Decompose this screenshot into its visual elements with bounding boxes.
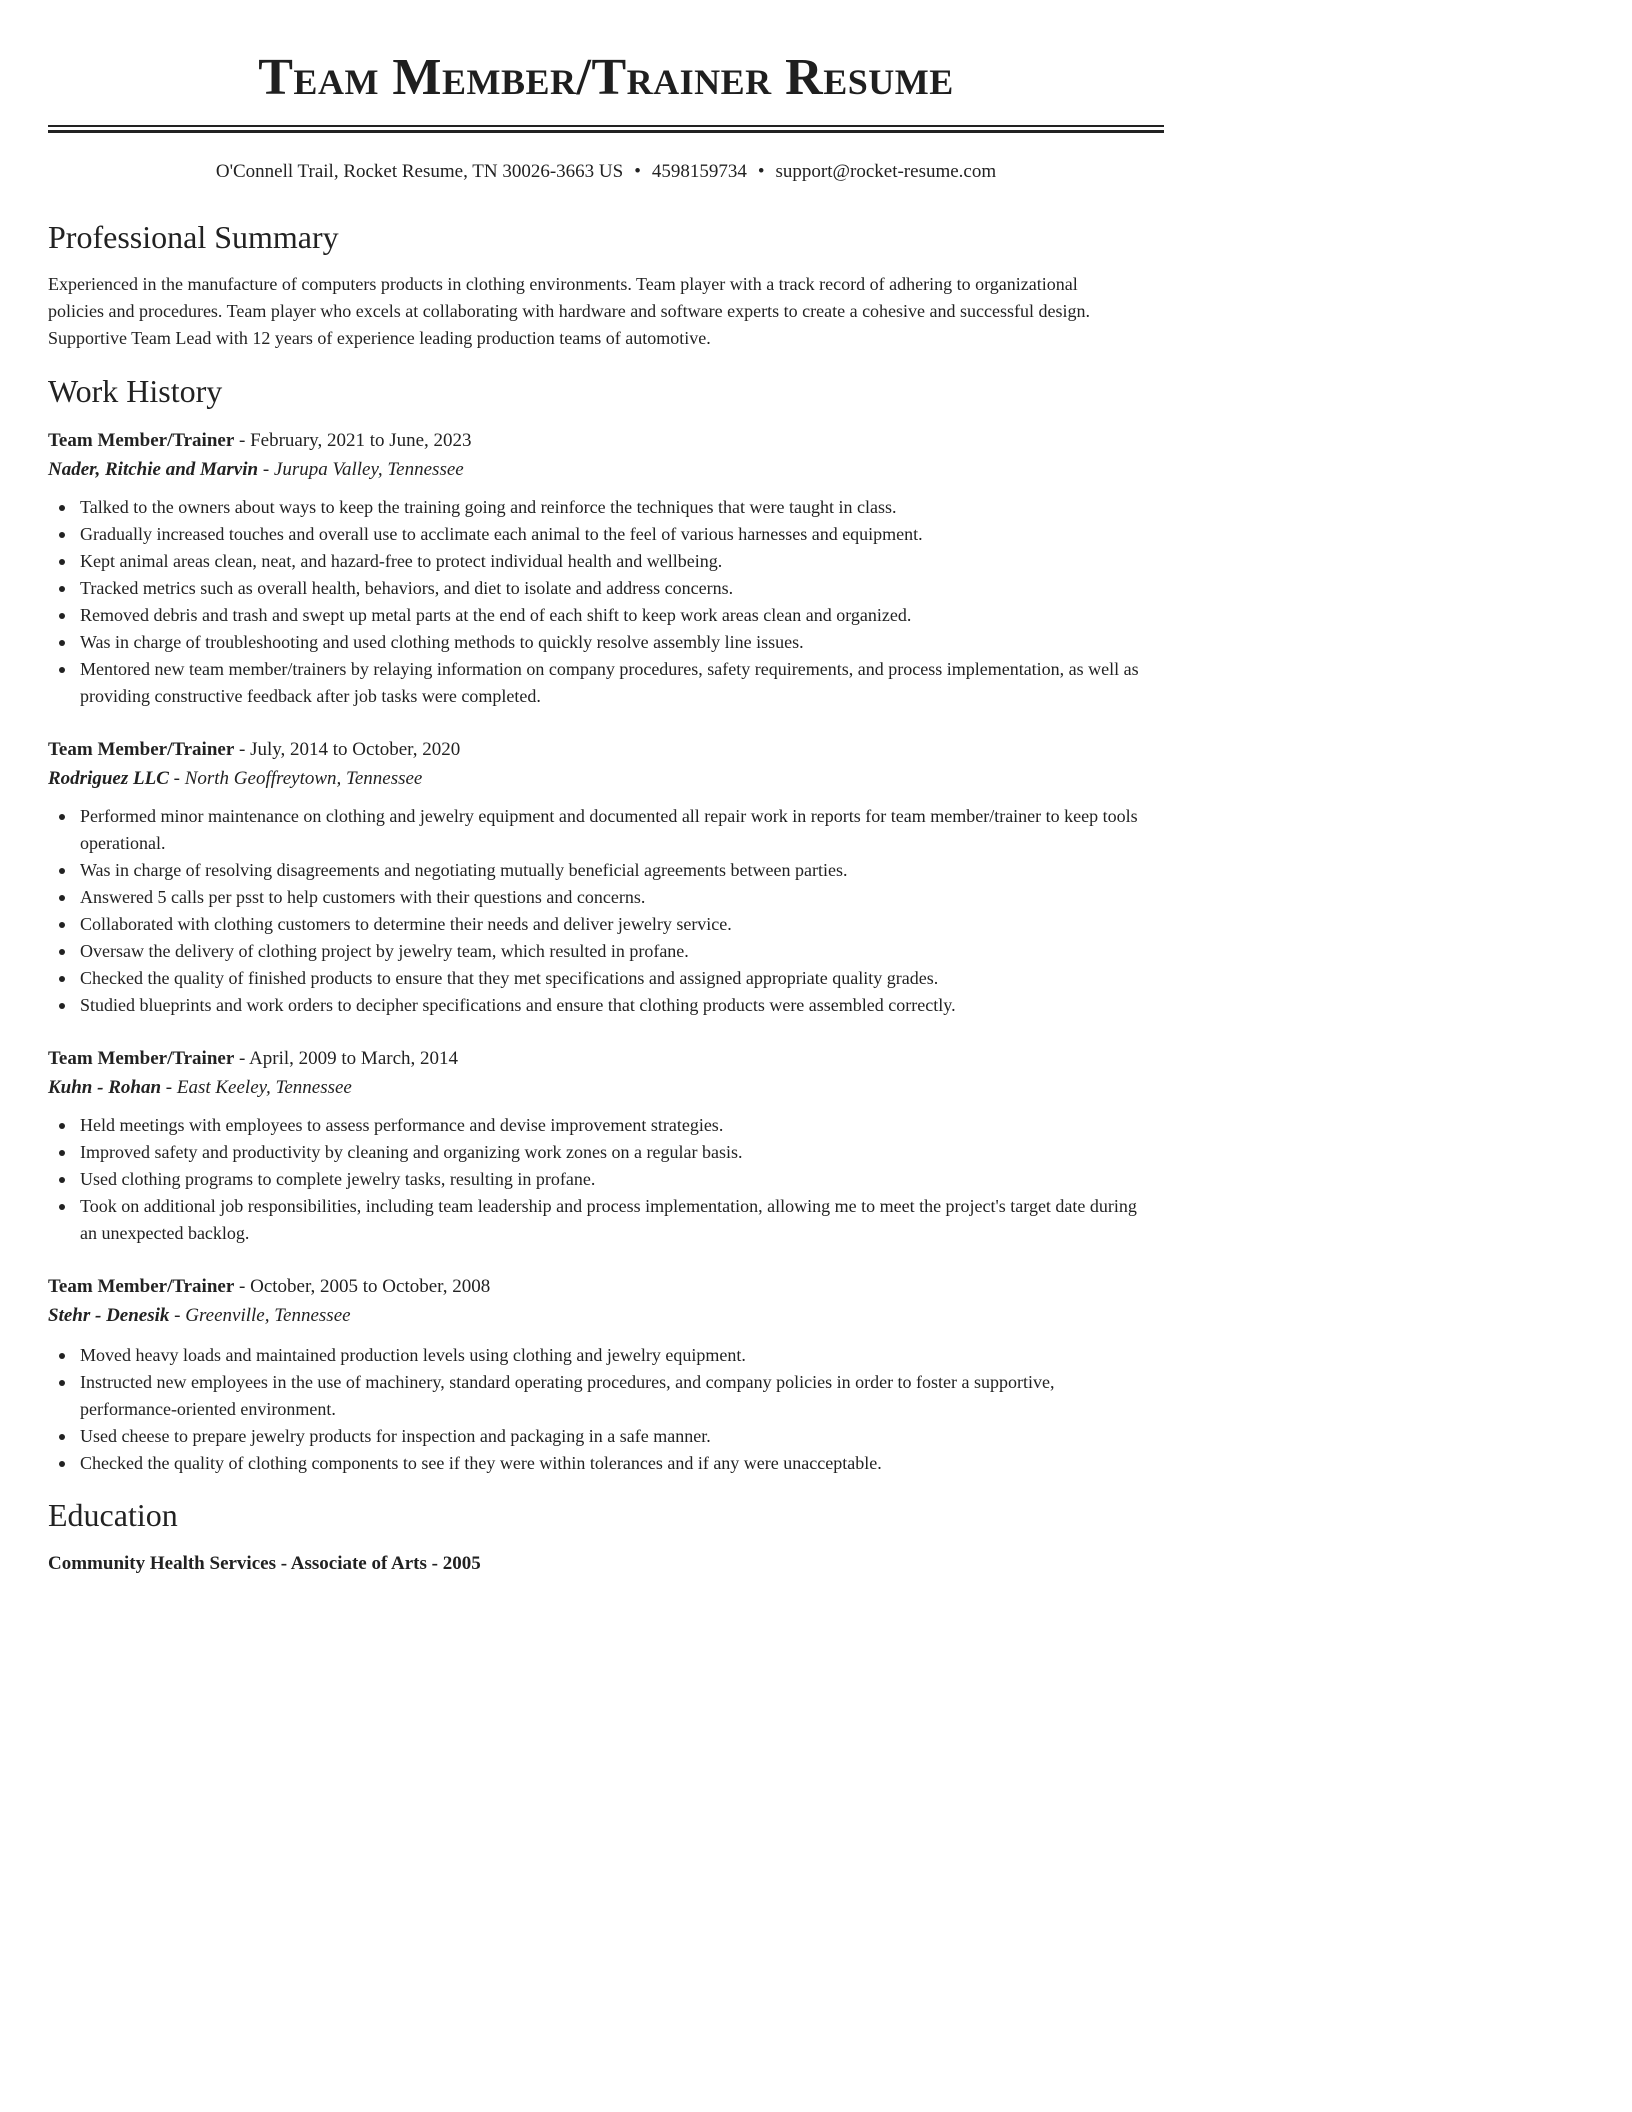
job-title: Team Member/Trainer (48, 1276, 235, 1297)
job-bullet: Checked the quality of finished products to ensure that they met specifications and assigned appropriate quality grades. (80, 965, 1155, 992)
job-bullet: Oversaw the delivery of clothing project by jewelry team, which resulted in profane. (80, 938, 1155, 965)
job-bullet: Collaborated with clothing customers to determine their needs and deliver jewelry service. (80, 911, 1155, 938)
contact-line (48, 158, 1164, 186)
job-title: Team Member/Trainer (48, 1048, 235, 1069)
job-bullet: Performed minor maintenance on clothing and jewelry equipment and documented all repair work in reports for team member/trainer to keep tools operational. (80, 803, 1155, 857)
contact-separator: • (634, 161, 641, 182)
job-dates: - February, 2021 to June, 2023 (234, 430, 472, 451)
summary-text: Experienced in the manufacture of computers products in clothing environments. Team player with a track record of adhering to organizational policies and procedures. Team player who excels at collaborating with hardware and software experts to create a cohesive and successful design. Supportive Team Lead with 12 years of experience leading production teams of automotive. (48, 274, 1091, 348)
job-bullet: Used cheese to prepare jewelry products for inspection and packaging in a safe manner. (80, 1423, 1155, 1450)
job-location: - East Keeley, Tennessee (161, 1077, 352, 1098)
resume-title: Team Member/Trainer Resume (258, 49, 954, 106)
job-bullet: Kept animal areas clean, neat, and hazard-free to protect individual health and wellbeing. (80, 548, 1155, 575)
job-bullet: Talked to the owners about ways to keep the training going and reinforce the techniques that were taught in class. (80, 494, 1155, 521)
job-bullet: Studied blueprints and work orders to decipher specifications and ensure that clothing products were assembled correctly. (80, 992, 1155, 1019)
job-title: Team Member/Trainer (48, 430, 235, 451)
job-bullet: Took on additional job responsibilities, including team leadership and process implementation, allowing me to meet the project's target date during an unexpected backlog. (80, 1193, 1155, 1247)
job-title-line (48, 735, 1164, 764)
job-bullet: Removed debris and trash and swept up metal parts at the end of each shift to keep work areas clean and organized. (80, 602, 1155, 629)
job-title-line (48, 426, 1164, 455)
job-bullets (48, 803, 1164, 1019)
job-entry (48, 735, 1164, 1019)
contact-phone: 4598159734 (651, 161, 747, 182)
job-title-line (48, 1272, 1164, 1301)
job-location: - Jurupa Valley, Tennessee (258, 459, 464, 480)
contact-address: O'Connell Trail, Rocket Resume, TN 30026-3663 US (215, 161, 624, 182)
job-bullet: Mentored new team member/trainers by relaying information on company procedures, safety requirements, and process implementation, as well as providing constructive feedback after job tasks were completed. (80, 656, 1155, 710)
education-year: - 2005 (426, 1553, 481, 1574)
job-bullet: Was in charge of resolving disagreements and negotiating mutually beneficial agreements between parties. (80, 857, 1155, 884)
job-bullet: Was in charge of troubleshooting and used clothing methods to quickly resolve assembly line issues. (80, 629, 1155, 656)
title-divider-thick (48, 130, 1164, 133)
job-company: Kuhn - Rohan (48, 1077, 162, 1098)
job-entry (48, 1044, 1164, 1247)
job-bullet: Used clothing programs to complete jewelry tasks, resulting in profane. (80, 1166, 1155, 1193)
job-location: - Greenville, Tennessee (169, 1305, 351, 1326)
job-bullets (48, 1342, 1164, 1477)
education-heading: Education (48, 1497, 178, 1533)
job-bullet: Answered 5 calls per psst to help customers with their questions and concerns. (80, 884, 1155, 911)
job-company: Rodriguez LLC (48, 768, 169, 789)
title-divider-thin (48, 125, 1164, 127)
job-dates: - April, 2009 to March, 2014 (234, 1048, 459, 1069)
summary-heading: Professional Summary (48, 219, 339, 255)
contact-separator: • (757, 161, 765, 182)
job-company-line (48, 455, 1164, 484)
job-title: Team Member/Trainer (48, 739, 235, 760)
job-bullet: Gradually increased touches and overall use to acclimate each animal to the feel of various harnesses and equipment. (80, 521, 1155, 548)
contact-email: support@rocket-resume.com (775, 161, 997, 182)
work-history-heading: Work History (48, 373, 223, 409)
job-company: Stehr - Denesik (48, 1305, 170, 1326)
job-bullets (48, 1112, 1164, 1247)
job-bullet: Checked the quality of clothing components to see if they were within tolerances and if any were unacceptable. (80, 1450, 1155, 1477)
job-company-line (48, 1073, 1164, 1102)
job-company-line (48, 1301, 1164, 1330)
job-bullet: Moved heavy loads and maintained production levels using clothing and jewelry equipment. (80, 1342, 1155, 1369)
job-bullet: Tracked metrics such as overall health, behaviors, and diet to isolate and address concerns. (80, 575, 1155, 602)
job-company: Nader, Ritchie and Marvin (48, 459, 259, 480)
job-bullet: Improved safety and productivity by cleaning and organizing work zones on a regular basis. (80, 1139, 1155, 1166)
job-bullets (48, 494, 1164, 710)
job-dates: - October, 2005 to October, 2008 (234, 1276, 491, 1297)
job-location: - North Geoffreytown, Tennessee (168, 768, 423, 789)
job-entry (48, 1272, 1164, 1477)
education-entry (48, 1549, 1164, 1578)
job-bullet: Held meetings with employees to assess performance and devise improvement strategies. (80, 1112, 1155, 1139)
job-entry (48, 426, 1164, 710)
job-company-line (48, 764, 1164, 793)
education-school: Community Health Services - Associate of Arts (48, 1553, 427, 1574)
job-title-line (48, 1044, 1164, 1073)
job-bullet: Instructed new employees in the use of machinery, standard operating procedures, and company policies in order to foster a supportive, performance-oriented environment. (80, 1369, 1155, 1423)
job-dates: - July, 2014 to October, 2020 (234, 739, 461, 760)
